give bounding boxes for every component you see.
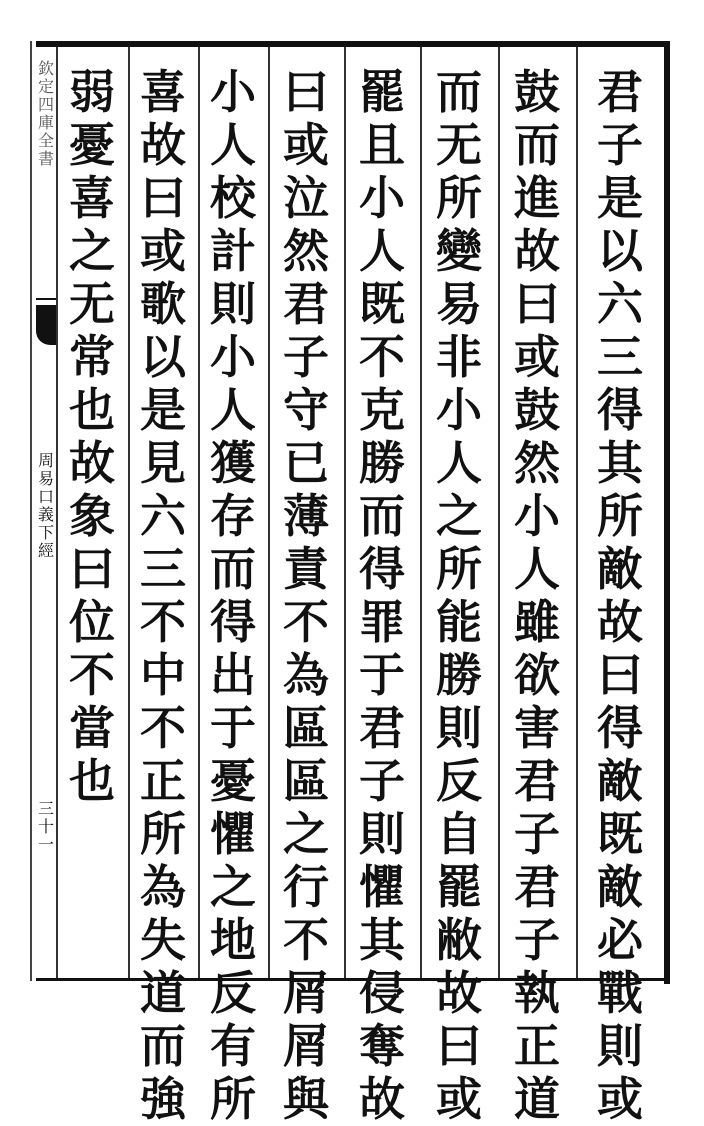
column-divider	[498, 47, 500, 978]
fold-line	[36, 298, 56, 300]
fish-tail-mark	[36, 305, 56, 345]
column-divider	[420, 47, 422, 978]
text-column: 鼓 而 進 故 曰 或 鼓 然 小 人 雖 欲 害 君 子 君 子 執 正 道	[514, 65, 560, 1126]
column-divider	[198, 47, 200, 978]
book-title: 周 易 口 義 下 經	[37, 451, 54, 560]
column-divider	[128, 47, 130, 978]
text-column: 弱 憂 喜 之 无 常 也 故 象 曰 位 不 當 也	[69, 65, 115, 808]
text-column: 罷 且 小 人 既 不 克 勝 而 得 罪 于 君 子 則 懼 其 侵 奪 故	[359, 65, 405, 1126]
column-divider	[56, 47, 58, 978]
margin-header: 欽 定 四 庫 全 書	[37, 59, 54, 168]
text-column: 小 人 校 計 則 小 人 獲 存 而 得 出 于 憂 懼 之 地 反 有 所	[210, 65, 256, 1126]
column-divider	[576, 47, 578, 978]
column-divider	[268, 47, 270, 978]
text-column: 而 无 所 變 易 非 小 人 之 所 能 勝 則 反 自 罷 敝 故 曰 或	[436, 65, 482, 1126]
frame-top-rule	[36, 41, 670, 47]
text-column: 君 子 是 以 六 三 得 其 所 敵 故 曰 得 敵 既 敵 必 戰 則 或	[597, 65, 643, 1126]
frame-right-rule	[664, 41, 670, 984]
text-column: 喜 故 曰 或 歌 以 是 見 六 三 不 中 不 正 所 為 失 道 而 強	[140, 65, 186, 1126]
page-number: 三 十 一	[37, 799, 54, 854]
column-divider	[344, 47, 346, 978]
text-column: 曰 或 泣 然 君 子 守 已 薄 責 不 為 區 區 之 行 不 屑 屑 與	[283, 65, 329, 1126]
